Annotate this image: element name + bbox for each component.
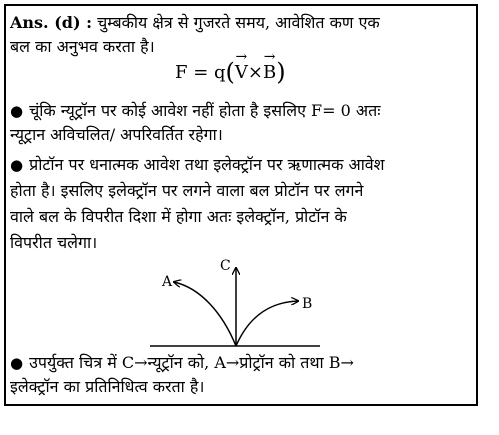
bullet-1-text-1: चूंकि न्यूट्रॉन पर कोई आवेश नहीं होता है इसलिए F= 0 अतः: [29, 101, 381, 120]
bullet-1-symbol: ●: [10, 102, 24, 120]
intro-text-1: चुम्बकीय क्षेत्र से गुजरते समय, आवेशित कण एक: [97, 13, 380, 32]
formula-b-vector: → B: [263, 62, 276, 83]
bullet-2-line-1: [10, 154, 385, 176]
label-c: C: [220, 258, 231, 274]
intro-line-2: बल का अनुभव करता है।: [10, 37, 155, 56]
formula-v-vector: → V: [235, 62, 248, 83]
bullet-1-line-1: [10, 100, 380, 122]
intro-line-1: [10, 12, 380, 34]
bullet-3-line-2: इलेक्ट्रॉन का प्रतिनिधित्व करता है।: [10, 377, 205, 396]
formula-open-paren: (: [225, 58, 235, 86]
formula-close-paren: ): [276, 58, 286, 86]
force-formula: [175, 58, 286, 86]
electron-path-b: [236, 301, 298, 346]
answer-prefix: Ans. (d) :: [10, 13, 92, 32]
bullet-3-text-1: उपर्युक्त चित्र में C→न्यूट्रॉन को, A→प्रोट्रॉन को तथा B→: [29, 353, 354, 372]
bullet-2-line-3: वाले बल के विपरीत दिशा में होगा अतः इलेक्ट्रॉन, प्रोटॉन के: [10, 207, 347, 226]
bullet-1-line-2: न्यूट्रान अविचलित/ अपरिवर्तित रहेगा।: [10, 125, 223, 144]
bullet-2-line-4: विपरीत चलेगा।: [10, 233, 98, 252]
bullet-2-symbol: ●: [10, 156, 24, 174]
label-b: B: [302, 296, 313, 312]
proton-path-a: [174, 282, 236, 346]
bullet-3-line-1: [10, 352, 354, 374]
bullet-3-symbol: ●: [10, 354, 24, 372]
formula-times: ×: [247, 62, 264, 83]
label-a: A: [162, 274, 173, 290]
bullet-2-text-1: प्रोटॉन पर धनात्मक आवेश तथा इलेक्ट्रॉन पर ऋणात्मक आवेश: [29, 155, 385, 174]
bullet-2-line-2: होता है। इसलिए इलेक्ट्रॉन पर लगने वाला बल प्रोटॉन पर लगने: [10, 181, 364, 200]
particle-deflection-diagram: [150, 252, 330, 350]
formula-lhs: F = q: [175, 62, 226, 83]
